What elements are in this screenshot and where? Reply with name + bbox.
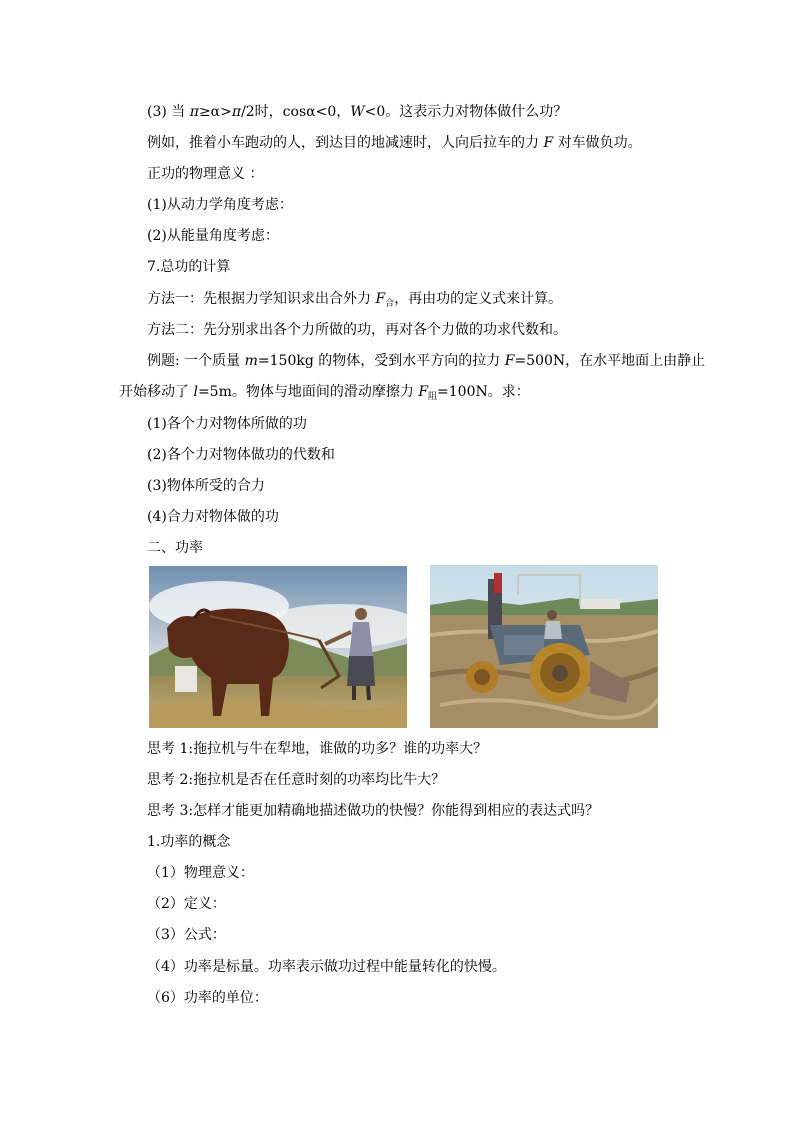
text-line-question-1: (1)各个力对物体所做的功 (147, 416, 307, 432)
text-line-question-3: (3)物体所受的合力 (147, 478, 265, 494)
section-heading-total-work: 7.总功的计算 (147, 259, 231, 275)
text-line-think-2: 思考 2:拖拉机是否在任意时刻的功率均比牛大？ (147, 772, 446, 788)
section-heading-power-concept: 1.功率的概念 (147, 834, 231, 850)
text-line-example-problem: 例题: 一个质量 m=150kg 的物体，受到水平方向的拉力 F=500N，在水平地面上由静止 (147, 353, 706, 369)
text-line-cos-condition: (3) 当 π≥α>π/2时，cosα<0，W<0。这表示力对物体做什么功？ (147, 104, 568, 120)
tractor-photo (430, 565, 658, 728)
text-line-question-2: (2)各个力对物体做功的代数和 (147, 447, 335, 463)
text-line-definition: （2）定义： (147, 896, 226, 912)
text-line-think-3: 思考 3:怎样才能更加精确地描述做功的快慢？你能得到相应的表达式吗？ (147, 803, 600, 819)
text-line-example-problem-cont: 开始移动了 l=5m。物体与地面间的滑动摩擦力 $F_阻=100N$。求： (119, 384, 530, 402)
text-line-method-two: 方法二：先分别求出各个力所做的功，再对各个力做的功求代数和。 (147, 322, 567, 338)
text-line-think-1: 思考 1:拖拉机与牛在犁地，谁做的功多？谁的功率大？ (147, 741, 488, 757)
text-line-scalar-note: （4）功率是标量。功率表示做功过程中能量转化的快慢。 (147, 959, 506, 975)
section-heading-power: 二、功率 (147, 540, 203, 556)
ox-plowing-photo (149, 566, 407, 728)
text-line-dynamics-view: (1)从动力学角度考虑： (147, 197, 293, 213)
text-line-method-one: 方法一：先根据力学知识求出合外力 $F_合$，再由功的定义式来计算。 (147, 291, 563, 309)
text-line-example-cart: 例如，推着小车跑动的人，到达目的地减速时，人向后拉车的力 F 对车做负功。 (147, 135, 642, 151)
text-line-formula: （3）公式： (147, 927, 226, 943)
text-line-positive-work-meaning: 正功的物理意义 ： (147, 166, 264, 182)
text-line-physical-meaning: （1）物理意义： (147, 865, 254, 881)
text-line-power-unit: （6）功率的单位： (147, 990, 268, 1006)
text-line-question-4: (4)合力对物体做的功 (147, 509, 279, 525)
text-line-energy-view: (2)从能量角度考虑： (147, 228, 279, 244)
